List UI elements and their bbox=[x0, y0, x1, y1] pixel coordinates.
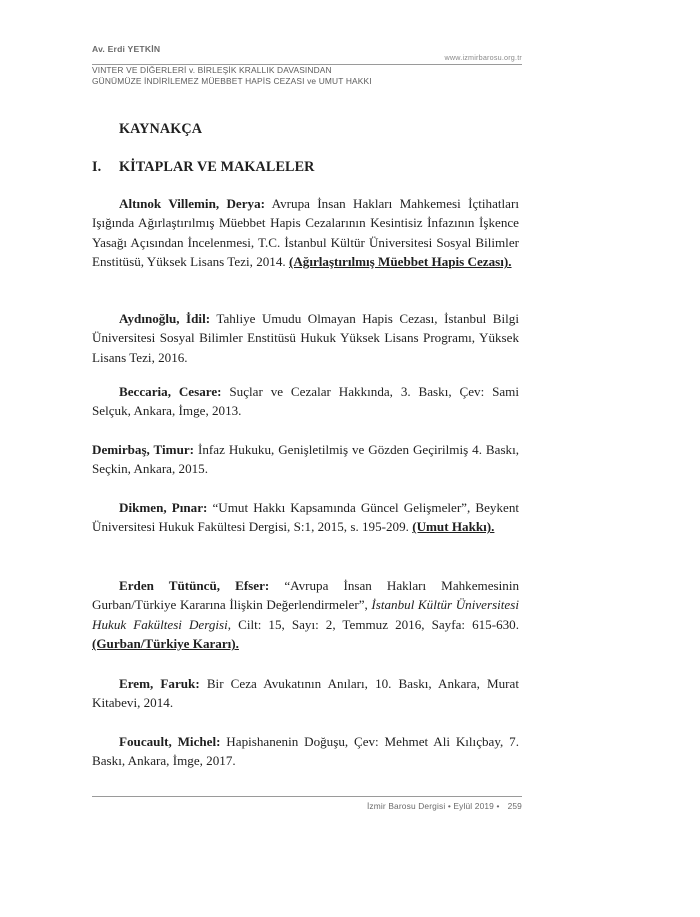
header-rule bbox=[92, 64, 522, 65]
page-number: 259 bbox=[507, 801, 522, 811]
bibliography-entry bbox=[92, 498, 519, 537]
entry-citation: Suçlar ve Cezalar Hakkında, 3. Baskı, Çev: Sami Selçuk, Ankara, İmge, 2013. bbox=[92, 384, 519, 419]
entry-citation: Avrupa İnsan Hakları Mahkemesi İçtihatları Işığında Ağırlaştırılmış Müebbet Hapis Cezalarının Kesintisiz İnfazının İşkence Yasağı Açısından İncelenmesi, T.C. İstanbul Kültür Üniversitesi Sosyal Bilimler Enstitüsü, Yüksek Lisans Tezi, 2014. bbox=[92, 196, 519, 270]
bibliography-entry bbox=[92, 674, 519, 713]
entry-short-title: (Ağırlaştırılmış Müebbet Hapis Cezası). bbox=[288, 254, 512, 270]
entry-citation-cont: , Cilt: 15, Sayı: 2, Temmuz 2016, Sayfa: 615-630. bbox=[227, 616, 519, 632]
entry-short-title: (Gurban/Türkiye Kararı). bbox=[92, 636, 239, 652]
bibliography-entry bbox=[92, 440, 519, 479]
entry-journal-title: İstanbul Kültür Üniversitesi Hukuk Fakültesi Dergisi bbox=[92, 597, 519, 632]
entry-author: Erden Tütüncü, Efser: bbox=[119, 578, 270, 593]
bibliography-entry bbox=[92, 576, 519, 654]
bibliography-entry bbox=[92, 382, 519, 421]
entry-citation: Hapishanenin Doğuşu, Çev: Mehmet Ali Kılıçbay, 7. Baskı, Ankara, İmge, 2017. bbox=[92, 734, 519, 769]
entry-citation: “Umut Hakkı Kapsamında Güncel Gelişmeler”, Beykent Üniversitesi Hukuk Fakültesi Dergisi, S:1, 2015, s. 195-209. bbox=[92, 500, 519, 535]
page-header bbox=[92, 44, 522, 87]
entry-author: Altınok Villemin, Derya: bbox=[119, 196, 266, 211]
entry-author: Aydınoğlu, İdil: bbox=[119, 311, 211, 326]
entry-short-title: (Umut Hakkı). bbox=[412, 519, 495, 535]
article-title-line-1: VINTER VE DİĞERLERİ v. BİRLEŞİK KRALLIK DAVASINDAN bbox=[92, 65, 332, 75]
section-number: I. bbox=[92, 159, 102, 175]
bibliography-entry bbox=[92, 309, 519, 367]
entry-citation: İnfaz Hukuku, Genişletilmiş ve Gözden Geçirilmiş 4. Baskı, Seçkin, Ankara, 2015. bbox=[92, 442, 520, 477]
entry-citation: Tahliye Umudu Olmayan Hapis Cezası, İstanbul Bilgi Üniversitesi Sosyal Bilimler Enstitüsü Hukuk Yüksek Lisans Programı, Yüksek Lisans Tezi, 2016. bbox=[92, 311, 519, 365]
article-title-line-2: GÜNÜMÜZE İNDİRİLEMEZ MÜEBBET HAPİS CEZASI ve UMUT HAKKI bbox=[92, 76, 372, 86]
footer-text bbox=[367, 801, 522, 811]
section-heading bbox=[92, 158, 315, 177]
entry-author: Beccaria, Cesare: bbox=[119, 384, 222, 399]
entry-citation: “Avrupa İnsan Hakları Mahkemesinin Gurban/Türkiye Kararına İlişkin Değerlendirmeler”, bbox=[92, 578, 519, 613]
page-footer bbox=[92, 796, 522, 816]
entry-author: Demirbaş, Timur: bbox=[92, 442, 195, 457]
author-name: Av. Erdi YETKİN bbox=[92, 44, 161, 54]
website-url: www.izmirbarosu.org.tr bbox=[444, 53, 522, 62]
entry-author: Foucault, Michel: bbox=[119, 734, 221, 749]
entry-citation: Bir Ceza Avukatının Anıları, 10. Baskı, Ankara, Murat Kitabevi, 2014. bbox=[92, 676, 519, 711]
footer-rule bbox=[92, 796, 522, 797]
bibliography-entry bbox=[92, 194, 519, 272]
section-title: KİTAPLAR VE MAKALELER bbox=[119, 159, 315, 175]
bibliography-heading: KAYNAKÇA bbox=[119, 121, 203, 137]
journal-name: İzmir Barosu Dergisi • Eylül 2019 • bbox=[366, 801, 500, 811]
bibliography-entry bbox=[92, 732, 519, 771]
entry-author: Dikmen, Pınar: bbox=[119, 500, 208, 515]
entry-author: Erem, Faruk: bbox=[119, 676, 200, 691]
